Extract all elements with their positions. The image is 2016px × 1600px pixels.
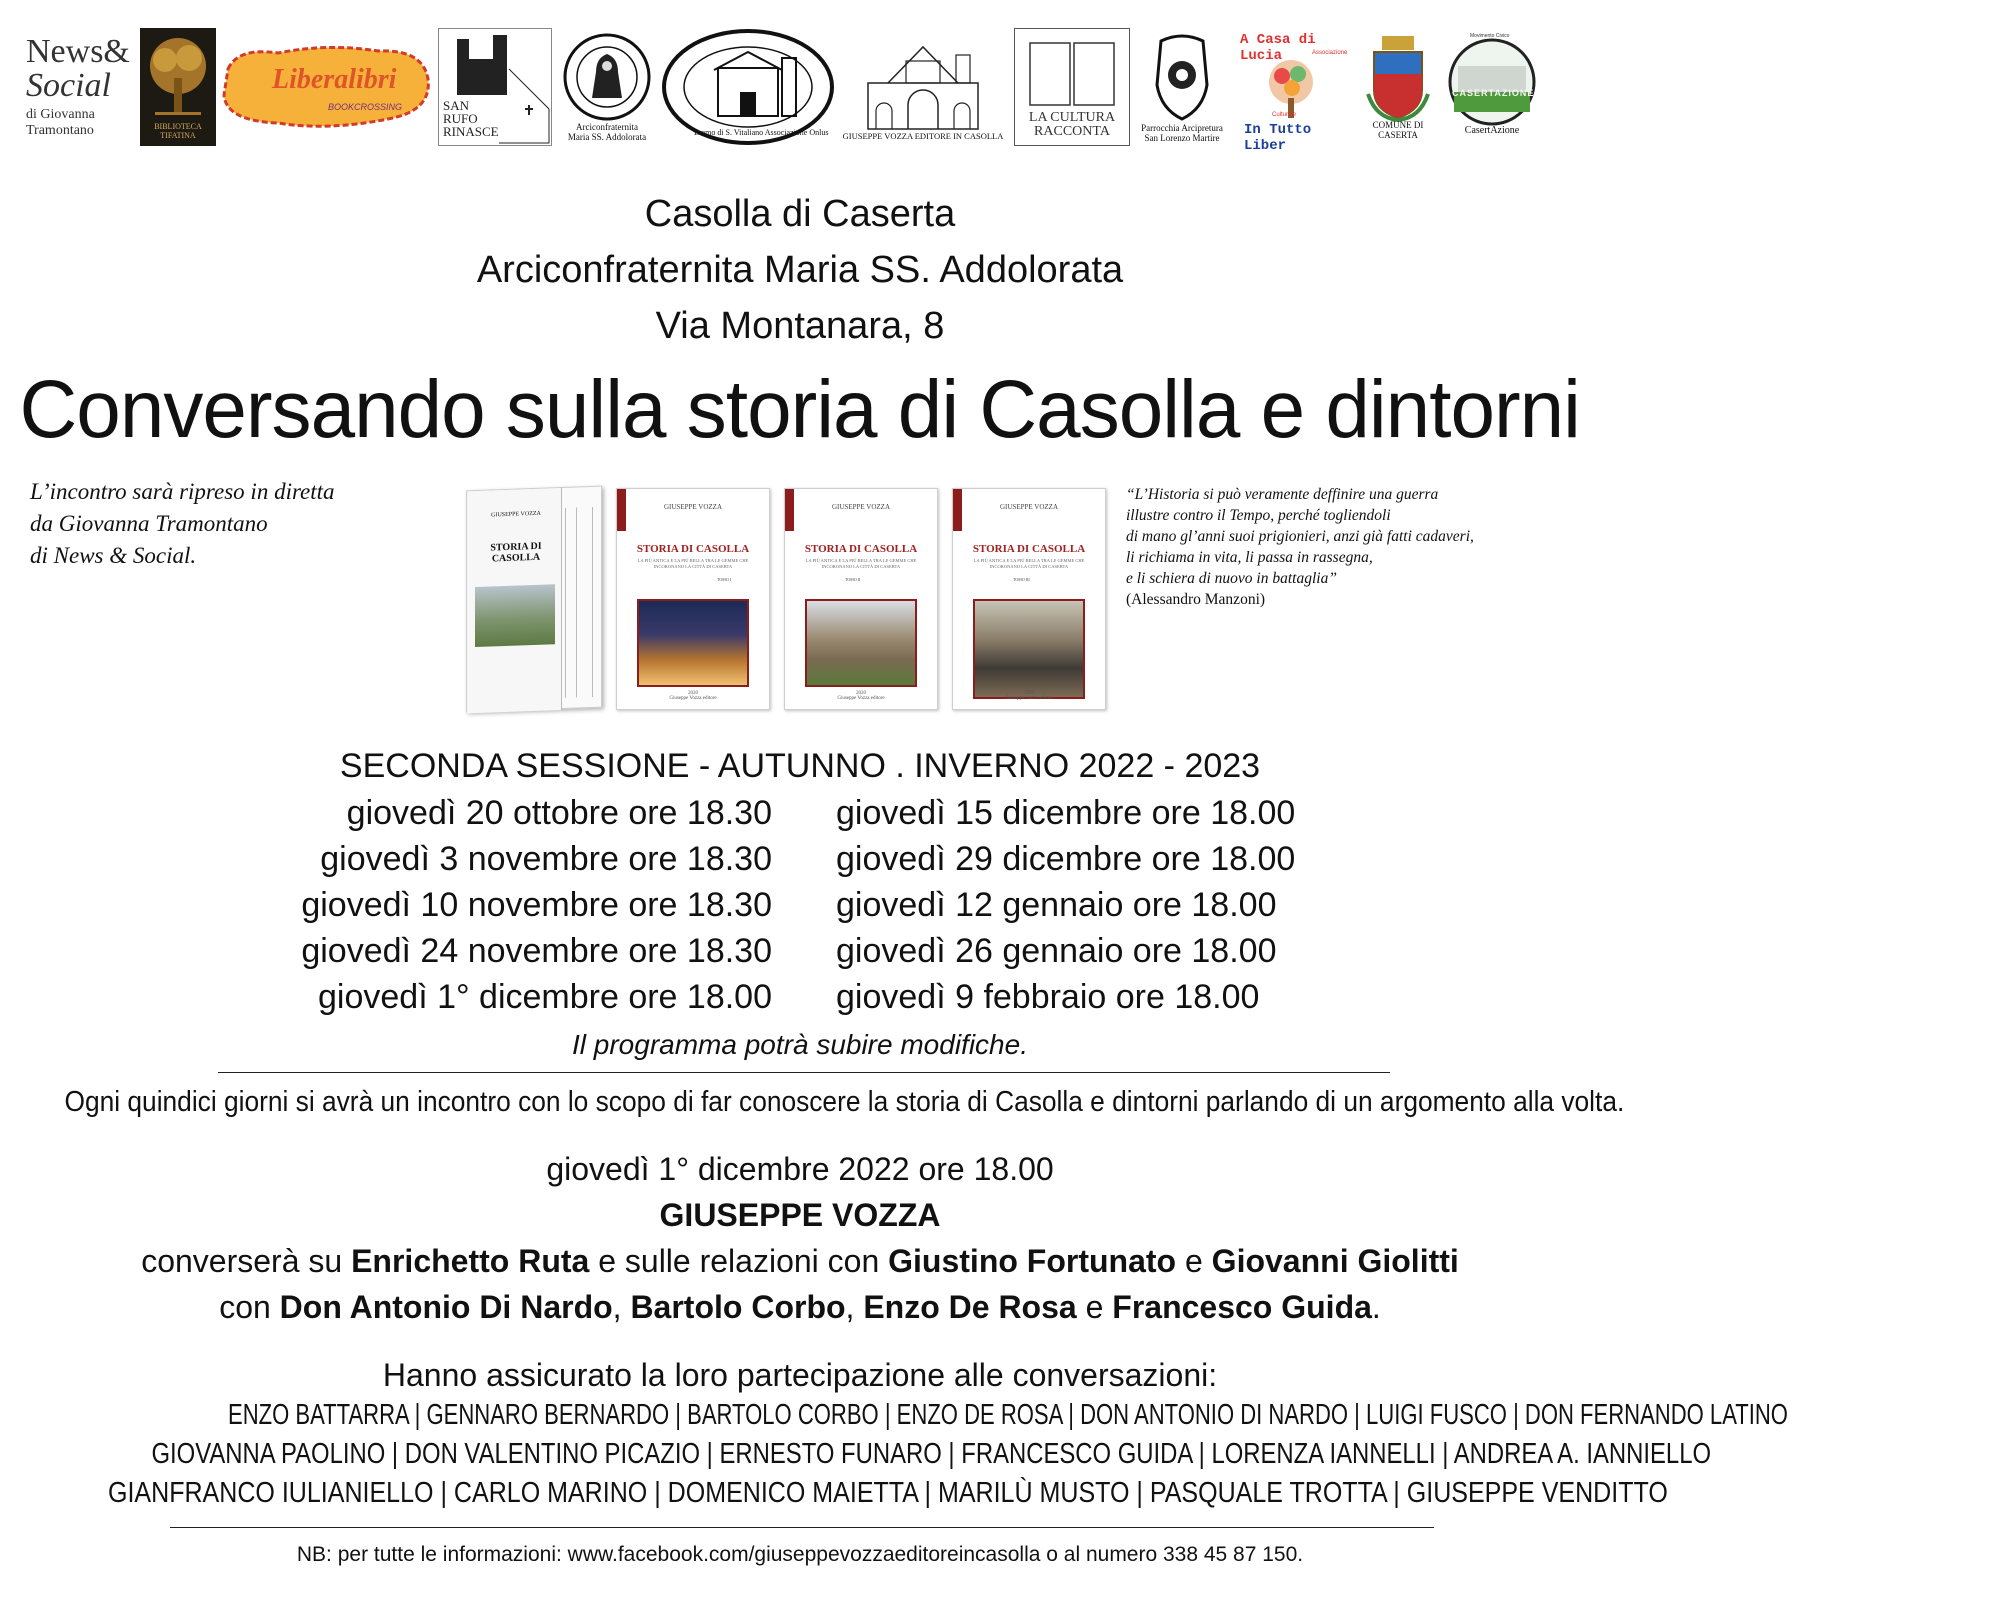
quote-line: li richiama in vita, li passa in rassegna,: [1126, 549, 1373, 566]
logo-text: SAN: [443, 98, 470, 113]
logo-caption: [1141, 123, 1223, 143]
schedule-left-column: [301, 790, 772, 1020]
logo-text: News&: [26, 33, 130, 70]
logo-text: RACCONTA: [1034, 124, 1110, 139]
book-title: STORIA DI CASOLLA: [490, 540, 542, 565]
schedule-date: giovedì 15 dicembre ore 18.00: [836, 794, 1296, 832]
tree-icon: [145, 34, 211, 120]
event-subject: Giustino Fortunato: [888, 1243, 1177, 1279]
book-publisher: [785, 691, 937, 701]
note-line: di News & Social.: [30, 543, 197, 568]
book-tome-1: [616, 488, 770, 710]
event-guest: Don Antonio Di Nardo: [279, 1289, 613, 1325]
logo-text: Parrocchia Arcipretura: [1141, 123, 1223, 133]
logo-text: Movimento Civico: [1470, 33, 1510, 39]
note-line: L’incontro sarà ripreso in diretta: [30, 479, 335, 504]
footer-info: NB: per tutte le informazioni: www.facebook.com/giuseppevozzaeditoreincasolla o al numero 338 45 87 150.: [296, 1543, 1304, 1566]
cover-photo: [973, 599, 1085, 699]
logo-text: San Lorenzo Martire: [1144, 133, 1220, 143]
logo-text: CasertAzione: [1464, 125, 1520, 136]
event-text: .: [1371, 1289, 1381, 1325]
book-subtitle: LA PIÙ ANTICA E LA PIÙ BELLA TRA LE GEMME CHE INCORONANO LA CITTÀ DI CASERTA: [805, 558, 917, 569]
book-subtitle: LA PIÙ ANTICA E LA PIÙ BELLA TRA LE GEMME CHE INCORONANO LA CITTÀ DI CASERTA: [973, 558, 1085, 569]
schedule-date: giovedì 1° dicembre ore 18.00: [318, 978, 772, 1016]
book-title: STORIA DI CASOLLA: [636, 543, 750, 555]
event-guest: Francesco Guida: [1112, 1289, 1372, 1325]
event-text: ,: [612, 1289, 631, 1325]
book-author: GIUSEPPE VOZZA: [663, 503, 722, 511]
casa-di-lucia-logo: [1232, 28, 1350, 154]
logo-text: BIBLIOTECA TIFATINA: [154, 122, 202, 140]
event-text: e sulle relazioni con: [589, 1243, 889, 1279]
book-tome-label: TOMO II: [845, 577, 861, 582]
book-subtitle: LA PIÙ ANTICA E LA PIÙ BELLA TRA LE GEMME CHE INCORONANO LA CITTÀ DI CASERTA: [637, 558, 749, 569]
participants-line-1: ENZO BATTARRA | GENNARO BERNARDO | BARTOLO CORBO | ENZO DE ROSA | DON ANTONIO DI NARDO | LUIGI FUSCO | DON FERNANDO LATINO: [227, 1399, 1788, 1431]
manzoni-quote: [1126, 484, 1596, 610]
book-tome-label: TOMO I: [717, 577, 732, 582]
logo-text: Social: [26, 67, 111, 104]
quote-line: “L’Historia si può veramente deffinire una guerra: [1126, 486, 1439, 503]
logo-text: COMUNE DI CASERTA: [1372, 120, 1424, 140]
event-text: converserà su: [141, 1243, 352, 1279]
coat-of-arms-icon: [1147, 31, 1217, 123]
schedule-right-column: [836, 790, 1295, 1020]
open-book-icon: [1022, 35, 1122, 111]
logo-text: RUFO: [443, 111, 478, 126]
book-publisher: [617, 691, 769, 701]
book-tome-2: [784, 488, 938, 710]
comune-di-caserta-logo: [1352, 28, 1444, 146]
book-year: 2020: [856, 691, 866, 696]
book-title: STORIA DI CASOLLA: [972, 543, 1086, 555]
madonna-seal-icon: [562, 32, 652, 122]
book-publisher: [953, 691, 1105, 701]
divider: [170, 1527, 1434, 1528]
event-text: e: [1076, 1289, 1113, 1325]
event-subject: Enrichetto Ruta: [351, 1243, 590, 1279]
book-publisher-name: Giuseppe Vozza editore: [837, 696, 885, 701]
casertazione-logo: [1446, 28, 1538, 146]
quote-line: illustre contro il Tempo, perché togliendoli: [1126, 507, 1391, 524]
news-social-logo: [26, 28, 130, 146]
book-box-set: [466, 486, 602, 713]
logo-text: CASERTAZIONE: [1452, 88, 1535, 98]
landscape-photo: [475, 584, 555, 647]
event-topic: [0, 1238, 1600, 1284]
schedule-disclaimer: Il programma potrà subire modifiche.: [572, 1029, 1028, 1060]
series-description: Ogni quindici giorni si avrà un incontro con lo scopo di far conoscere la storia di Casolla e dintorni parlando di un argomento alla volta.: [64, 1086, 1625, 1118]
schedule-date: giovedì 26 gennaio ore 18.00: [836, 932, 1277, 970]
event-subject: Giovanni Giolitti: [1211, 1243, 1459, 1279]
note-line: da Giovanna Tramontano: [30, 511, 268, 536]
logo-text: [26, 107, 95, 139]
logo-text: Maria SS. Addolorata: [567, 132, 647, 142]
event-guest: Bartolo Corbo: [630, 1289, 846, 1325]
logo-text: Arciconfraternita: [576, 122, 638, 132]
logo-text: In Tutto Liber: [1244, 122, 1312, 154]
book-author: GIUSEPPE VOZZA: [491, 510, 541, 519]
la-cultura-racconta-logo: [1014, 28, 1130, 146]
book-year: 2020: [688, 691, 698, 696]
schedule-date: giovedì 20 ottobre ore 18.30: [346, 794, 772, 832]
vozza-editore-logo: [842, 28, 1004, 146]
participants-line-2: GIOVANNA PAOLINO | DON VALENTINO PICAZIO | ERNESTO FUNARO | FRANCESCO GUIDA | LORENZA IANNELLI | ANDREA A. IANNIELLO: [151, 1438, 1712, 1470]
quote-line: di mano gl’anni suoi prigionieri, anzi già fatti cadaveri,: [1126, 528, 1474, 545]
logo-text: RINASCE: [443, 124, 499, 139]
book-publisher-name: Giuseppe Vozza editore: [669, 696, 717, 701]
book-tome-3: [952, 488, 1106, 710]
event-date: giovedì 1° dicembre 2022 ore 18.00: [546, 1151, 1054, 1187]
logo-text: Associazione: [1312, 50, 1348, 56]
event-guests: [0, 1284, 1600, 1330]
book-title: STORIA DI CASOLLA: [804, 543, 918, 555]
book-publisher-name: Giuseppe Vozza editore: [1005, 696, 1053, 701]
logo-text: Eremo di S. Vitaliano Associazione Onlus: [694, 128, 829, 137]
liberalibri-logo: [218, 28, 434, 146]
logo-text: Liberalibri: [272, 64, 397, 95]
cover-photo: [637, 599, 749, 687]
biblioteca-tifatina-logo: [140, 28, 216, 146]
book-author: GIUSEPPE VOZZA: [999, 503, 1058, 511]
participants-heading: Hanno assicurato la loro partecipazione alle conversazioni:: [382, 1357, 1218, 1393]
cover-photo: [805, 599, 917, 687]
schedule-date: giovedì 3 novembre ore 18.30: [320, 840, 772, 878]
schedule-date: giovedì 10 novembre ore 18.30: [301, 886, 772, 924]
divider: [218, 1072, 1390, 1073]
parrocchia-logo: [1136, 28, 1228, 146]
book-author: GIUSEPPE VOZZA: [831, 503, 890, 511]
city-crest-icon: [1366, 34, 1430, 120]
session-heading: SECONDA SESSIONE - AUTUNNO . INVERNO 2022 - 2023: [339, 747, 1261, 785]
venue-name: Arciconfraternita Maria SS. Addolorata: [476, 249, 1124, 291]
schedule-date: giovedì 29 dicembre ore 18.00: [836, 840, 1296, 878]
schedule-date: giovedì 12 gennaio ore 18.00: [836, 886, 1277, 924]
page-title: Conversando sulla storia di Casolla e dintorni: [19, 364, 1581, 455]
logo-text: A Casa di Lucia: [1240, 32, 1316, 64]
venue-address: Via Montanara, 8: [655, 305, 945, 347]
logo-text: Tramontano: [26, 123, 94, 138]
schedule-date: giovedì 24 novembre ore 18.30: [301, 932, 772, 970]
live-stream-note: [30, 476, 430, 572]
event-text: e: [1176, 1243, 1212, 1279]
participants-line-3: GIANFRANCO IULIANIELLO | CARLO MARINO | DOMENICO MAIETTA | MARILÙ MUSTO | PASQUALE TROTTA | GIUSEPPE VENDITTO: [107, 1477, 1668, 1509]
event-speaker: GIUSEPPE VOZZA: [659, 1197, 941, 1233]
schedule-date: giovedì 9 febbraio ore 18.00: [836, 978, 1260, 1016]
book-year: 2020: [1024, 691, 1034, 696]
quote-line: e li schiera di nuovo in battaglia”: [1126, 570, 1337, 587]
logo-caption: [568, 122, 646, 142]
arciconfraternita-logo: [556, 28, 658, 146]
logo-text: BOOKCROSSING: [328, 102, 403, 112]
event-text: ,: [845, 1289, 864, 1325]
logo-text: di Giovanna: [26, 107, 95, 122]
logo-text: LA CULTURA: [1028, 110, 1116, 125]
logo-text: Culturale: [1272, 112, 1297, 118]
quote-author: (Alessandro Manzoni): [1126, 591, 1266, 608]
san-rufo-rinasce-logo: [438, 28, 552, 146]
palace-badge-icon: [1448, 38, 1536, 126]
logo-text: GIUSEPPE VOZZA EDITORE IN CASOLLA: [842, 131, 1004, 141]
eremo-san-vitaliano-logo: [660, 28, 836, 146]
event-guest: Enzo De Rosa: [863, 1289, 1077, 1325]
cathedral-drawing-icon: [848, 33, 998, 131]
venue-city: Casolla di Caserta: [644, 193, 956, 235]
book-tome-label: TOMO III: [1013, 577, 1030, 582]
event-text: con: [219, 1289, 280, 1325]
